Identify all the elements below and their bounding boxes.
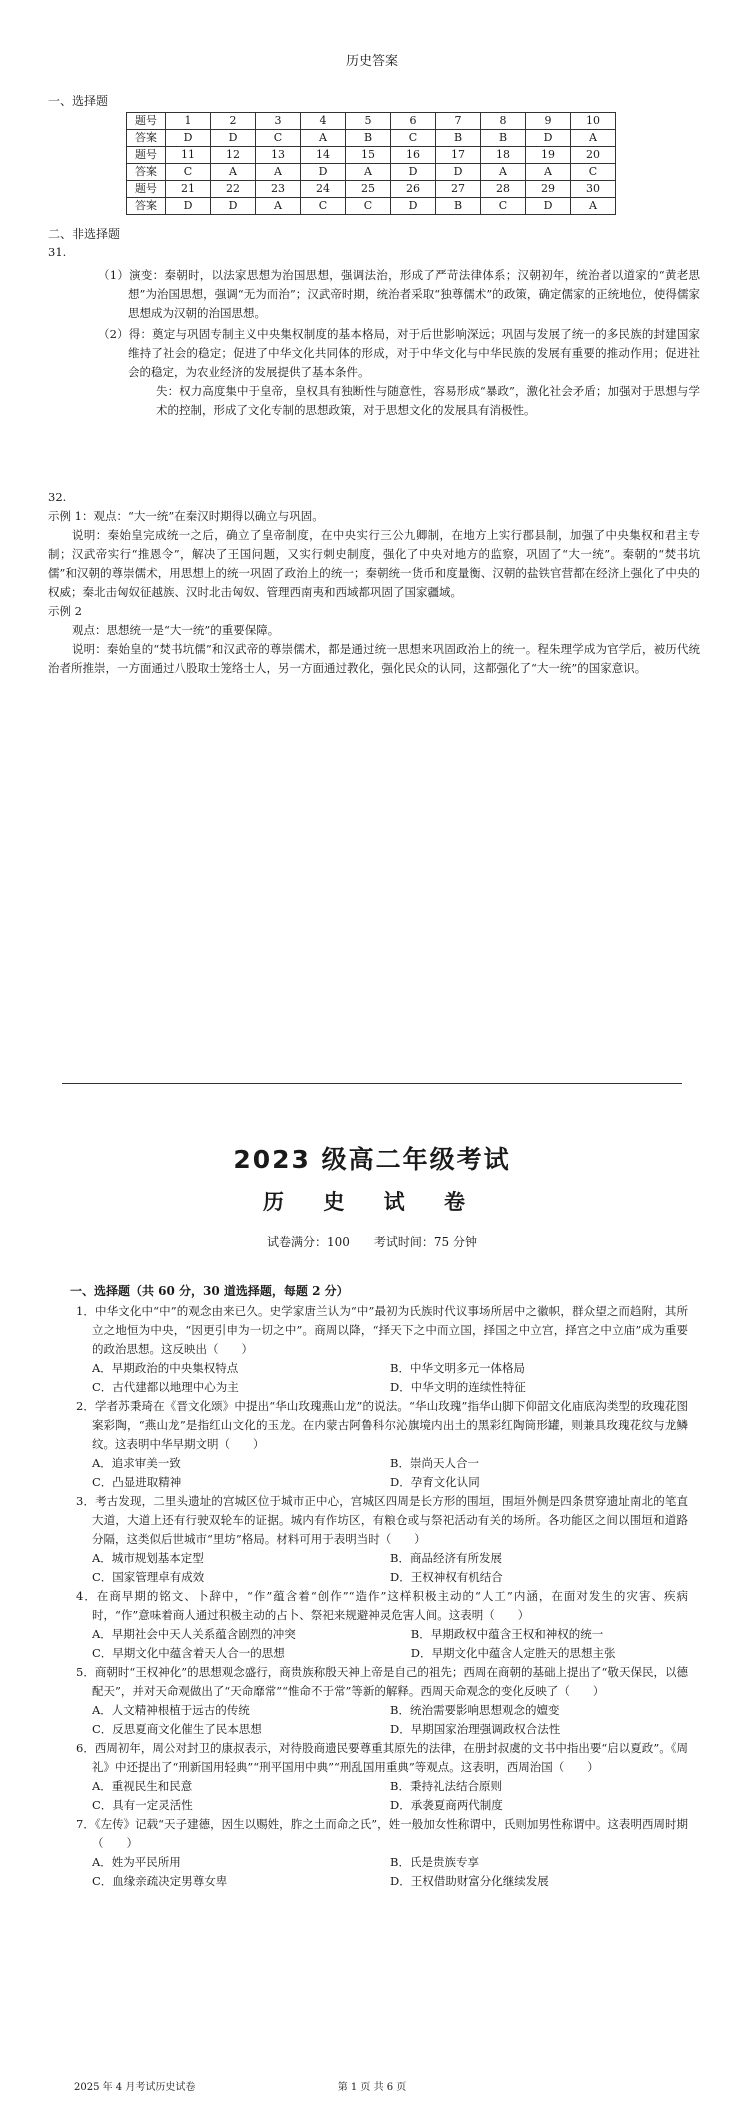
q31-part1: （1）演变：秦朝时，以法家思想为治国思想，强调法治，形成了严苛法律体系；汉朝初年，统治者以道家的“黄老思想”为治国思想，强调“无为而治”；汉武帝时期，统治者采取“独尊儒术”的政策，确定儒家的正统地位，使得儒家思想成为汉朝的治国思想。 xyxy=(98,268,700,320)
exam-title: 2023 级高二年级考试 xyxy=(233,1145,511,1174)
section-nonchoice-heading: 二、非选择题 xyxy=(48,227,121,241)
question-item xyxy=(76,1739,688,1815)
answer-table-cell: 6 xyxy=(391,113,436,130)
question-options xyxy=(76,1701,688,1739)
exam-subtitle: 历 史 试 卷 xyxy=(263,1190,481,1214)
question-option[interactable]: A．姓为平民所用 xyxy=(92,1855,181,1869)
answer-table-cell: A xyxy=(526,164,571,181)
question-option[interactable]: B．早期政权中蕴含王权和神权的统一 xyxy=(410,1627,604,1641)
question-options xyxy=(76,1625,688,1663)
answer-table-cell: 1 xyxy=(166,113,211,130)
answer-table-cell: A xyxy=(256,198,301,215)
question-option[interactable]: A．城市规划基本定型 xyxy=(92,1551,204,1565)
q31-part2: （2）得：奠定与巩固专制主义中央集权制度的基本格局，对于后世影响深远；巩固与发展了统一的多民族的封建国家维持了社会的稳定；促进了中华文化共同体的形成，对于中华文化与中华民族的发展有重要的推动作用；促进社会的稳定，为农业经济的发展提供了基本条件。 xyxy=(98,327,700,379)
question-option[interactable]: C．早期文化中蕴含着天人合一的思想 xyxy=(92,1646,285,1660)
answer-table-cell: 19 xyxy=(526,147,571,164)
answer-table-cell: D xyxy=(211,198,256,215)
question-option[interactable]: C．国家管理卓有成效 xyxy=(92,1570,205,1584)
answer-table-cell: D xyxy=(526,198,571,215)
question-options xyxy=(76,1777,688,1815)
answer-table-row xyxy=(127,113,616,130)
answer-table-cell: D xyxy=(526,130,571,147)
answer-table-cell: A xyxy=(571,198,616,215)
q32-example2-label: 示例 2 xyxy=(48,604,82,618)
question-option[interactable]: C．凸显进取精神 xyxy=(92,1475,182,1489)
answer-table-cell: D xyxy=(301,164,346,181)
question-option[interactable]: C．具有一定灵活性 xyxy=(92,1798,193,1812)
q32-example1-label: 示例 1：观点：“大一统”在秦汉时期得以确立与巩固。 xyxy=(48,509,324,523)
answer-table-row xyxy=(127,130,616,147)
answer-table-cell: 29 xyxy=(526,181,571,198)
answer-table-cell: 26 xyxy=(391,181,436,198)
answer-table-row xyxy=(127,164,616,181)
answer-table-row xyxy=(127,181,616,198)
answer-table-cell: D xyxy=(166,198,211,215)
exam-meta: 试卷满分：100 考试时间：75 分钟 xyxy=(267,1235,477,1249)
question-option[interactable]: B．中华文明多元一体格局 xyxy=(390,1361,525,1375)
q32-example1-text: 说明：秦始皇完成统一之后，确立了皇帝制度，在中央实行三公九卿制，在地方上实行郡县制，加强了中央集权和君主专制；汉武帝实行“推恩令”，解决了王国问题，又实行刺史制度，强化了中央对地方的监察，巩固了“大一统”。秦朝的“焚书坑儒”和汉朝的尊崇儒术，用思想上的统一巩固了政治上的统一；秦朝统一货币和度量衡、汉朝的盐铁官营都在经济上强化了中央的权威；秦北击匈奴征越族、汉时北击匈奴、管理西南夷和西域都巩固了国家疆域。 xyxy=(48,528,700,599)
answer-table-cell: C xyxy=(571,164,616,181)
question-option[interactable]: A．早期社会中天人关系蕴含剧烈的冲突 xyxy=(92,1627,296,1641)
answer-table-cell: 9 xyxy=(526,113,571,130)
question-options xyxy=(76,1454,688,1492)
section-choice-heading: 一、选择题 xyxy=(48,94,109,108)
answer-table-cell: 22 xyxy=(211,181,256,198)
question-item xyxy=(76,1663,688,1739)
answer-table-cell: 27 xyxy=(436,181,481,198)
answer-table-cell: 17 xyxy=(436,147,481,164)
answer-table-cell: 2 xyxy=(211,113,256,130)
answer-table-cell: A xyxy=(256,164,301,181)
answer-table-cell: 11 xyxy=(166,147,211,164)
answer-table xyxy=(126,112,616,215)
answer-table-row-label: 答案 xyxy=(127,164,166,181)
question-option[interactable]: D．孕育文化认同 xyxy=(390,1475,480,1489)
q32-example2-text: 说明：秦始皇的“焚书坑儒”和汉武帝的尊崇儒术，都是通过统一思想来巩固政治上的统一。程朱理学成为官学后，被历代统治者所推崇，一方面通过八股取士笼络士人，另一方面通过教化，强化民众的认同，这都强化了“大一统”的国家意识。 xyxy=(48,642,700,675)
answer-table-cell: A xyxy=(211,164,256,181)
answer-table-cell: 28 xyxy=(481,181,526,198)
answer-table-cell: 25 xyxy=(346,181,391,198)
question-option[interactable]: C．古代建都以地理中心为主 xyxy=(92,1380,239,1394)
question-32-answer xyxy=(48,488,700,678)
q31-part2-loss: 失：权力高度集中于皇帝，皇权具有独断性与随意性，容易形成“暴政”，激化社会矛盾；加强对于思想与学术的控制，形成了文化专制的思想政策，对于思想文化的发展具有消极性。 xyxy=(156,384,700,417)
question-option[interactable]: D．早期文化中蕴含人定胜天的思想主张 xyxy=(410,1646,616,1660)
answer-table-cell: 14 xyxy=(301,147,346,164)
answer-table-cell: 30 xyxy=(571,181,616,198)
answer-table-cell: C xyxy=(346,198,391,215)
answer-table-cell: 10 xyxy=(571,113,616,130)
answer-table-cell: B xyxy=(481,130,526,147)
question-option[interactable]: B．崇尚天人合一 xyxy=(390,1456,479,1470)
answer-table-row-label: 题号 xyxy=(127,181,166,198)
answer-table-cell: 16 xyxy=(391,147,436,164)
footer-page-number: 第 1 页 共 6 页 xyxy=(337,2082,407,2093)
answer-table-cell: 5 xyxy=(346,113,391,130)
question-item xyxy=(76,1492,688,1587)
answer-table-cell: C xyxy=(391,130,436,147)
answer-table-row-label: 题号 xyxy=(127,113,166,130)
question-item xyxy=(76,1302,688,1397)
answer-table-cell: D xyxy=(391,198,436,215)
answer-table-cell: A xyxy=(571,130,616,147)
question-stem: 6．西周初年，周公对封卫的康叔表示，对待股商遗民要尊重其原先的法律，在册封叔虞的文书中指出要“启以夏政”。《周礼》中还提出了“刑新国用轻典”“刑平国用中典”“刑乱国用重典”等观点。这表明，西周治国（ ） xyxy=(76,1741,688,1774)
question-31-number: 31. xyxy=(48,245,67,259)
question-option[interactable]: D．王权神权有机结合 xyxy=(390,1570,503,1584)
answer-table-cell: D xyxy=(436,164,481,181)
question-option[interactable]: D．中华文明的连续性特征 xyxy=(390,1380,526,1394)
answer-table-cell: C xyxy=(256,130,301,147)
choice-section-heading: 一、选择题（共 60 分，30 道选择题，每题 2 分） xyxy=(70,1284,349,1298)
footer-exam-name: 2025 年 4 月考试历史试卷 xyxy=(74,2082,196,2093)
question-stem: 3．考古发现，二里头遗址的宫城区位于城市正中心，宫城区四周是长方形的围垣，围垣外侧是四条贯穿遗址南北的笔直大道，大道上还有行驶双轮车的证据。城内有作坊区，有粮仓或与祭祀活动有关的场所。各功能区之间以围垣和道路分隔，这类似后世城市“里坊”格局。材料可用于表明当时（ ） xyxy=(76,1494,688,1546)
question-stem: 2．学者苏秉琦在《晋文化颂》中提出“华山玫瑰燕山龙”的说法。“华山玫瑰”指华山脚下仰韶文化庙底沟类型的玫瑰花图案彩陶，“燕山龙”是指红山文化的玉龙。在内蒙古阿鲁科尔沁旗境内出土的黑彩红陶筒形罐，则兼具玫瑰花纹与龙鳞纹。这表明中华早期文明（ ） xyxy=(76,1399,688,1451)
question-option[interactable]: A．人文精神根植于远古的传统 xyxy=(92,1703,250,1717)
question-option[interactable]: C．反思夏商文化催生了民本思想 xyxy=(92,1722,262,1736)
answer-table-cell: 24 xyxy=(301,181,346,198)
question-stem: 4．在商早期的铭文、卜辞中，“作”蕴含着“创作”“造作”这样积极主动的“人工”内涵，在面对发生的灾害、疾病时，“作”意味着商人通过积极主动的占卜、祭祀来规避神灵危害人间。这表明（ ） xyxy=(76,1589,688,1622)
answer-key-title: 历史答案 xyxy=(345,54,398,69)
question-option[interactable]: B．氏是贵族专享 xyxy=(390,1855,479,1869)
question-list xyxy=(76,1302,688,1891)
question-option[interactable]: D．承袭夏商两代制度 xyxy=(390,1798,503,1812)
question-option[interactable]: A．早期政治的中央集权特点 xyxy=(92,1361,239,1375)
answer-table-cell: 8 xyxy=(481,113,526,130)
answer-table-cell: 23 xyxy=(256,181,301,198)
question-option[interactable]: B．统治需要影响思想观念的嬗变 xyxy=(390,1703,560,1717)
answer-table-cell: A xyxy=(301,130,346,147)
question-31-answer xyxy=(48,243,700,420)
page-divider xyxy=(62,1083,682,1084)
answer-table-cell: A xyxy=(481,164,526,181)
question-item xyxy=(76,1397,688,1492)
answer-table-row-label: 答案 xyxy=(127,198,166,215)
question-option[interactable]: A．重视民生和民意 xyxy=(92,1779,193,1793)
answer-table-cell: C xyxy=(301,198,346,215)
answer-table-cell: A xyxy=(346,164,391,181)
answer-table-cell: B xyxy=(346,130,391,147)
answer-table-cell: B xyxy=(436,130,481,147)
question-option[interactable]: B．秉持礼法结合原则 xyxy=(390,1779,502,1793)
question-item xyxy=(76,1587,688,1663)
answer-table-cell: C xyxy=(481,198,526,215)
answer-table-cell: 12 xyxy=(211,147,256,164)
answer-table-cell: 4 xyxy=(301,113,346,130)
answer-table-cell: 20 xyxy=(571,147,616,164)
answer-table-row xyxy=(127,198,616,215)
answer-table-cell: D xyxy=(211,130,256,147)
answer-table-cell: 13 xyxy=(256,147,301,164)
question-option[interactable]: B．商品经济有所发展 xyxy=(390,1551,502,1565)
answer-table-cell: 21 xyxy=(166,181,211,198)
answer-table-cell: 18 xyxy=(481,147,526,164)
answer-table-row-label: 题号 xyxy=(127,147,166,164)
answer-table-cell: D xyxy=(166,130,211,147)
question-32-number: 32. xyxy=(48,490,67,504)
question-stem: 7．《左传》记载“天子建德，因生以赐姓，胙之土而命之氏”，姓一般加女性称谓中，氏则加男性称谓中。这表明西周时期（ ） xyxy=(76,1817,688,1850)
question-stem: 5．商朝时“王权神化”的思想观念盛行，商贵族称殷天神上帝是自己的祖先；西周在商朝的基础上提出了“敬天保民，以德配天”，并对天命观做出了“天命靡常”“惟命不于常”等新的解释。西周天命观念的变化反映了（ ） xyxy=(76,1665,688,1698)
question-item xyxy=(76,1815,688,1891)
question-stem: 1．中华文化中“中”的观念由来已久。史学家唐兰认为“中”最初为氏族时代议事场所居中之徽帜，群众望之而趋附，其所立之地恒为中央，“因更引申为一切之中”。商周以降，“择天下之中而立国，择国之中立宫，择宫之中立庙”成为重要的政治思想。这反映出（ ） xyxy=(76,1304,688,1356)
question-options xyxy=(76,1853,688,1891)
answer-table-row-label: 答案 xyxy=(127,130,166,147)
question-options xyxy=(76,1359,688,1397)
question-option[interactable]: D．王权借助财富分化继续发展 xyxy=(390,1874,549,1888)
answer-table-cell: 15 xyxy=(346,147,391,164)
q32-example2-view: 观点：思想统一是“大一统”的重要保障。 xyxy=(72,623,280,637)
answer-table-row xyxy=(127,147,616,164)
question-option[interactable]: A．追求审美一致 xyxy=(92,1456,181,1470)
answer-table-cell: D xyxy=(391,164,436,181)
question-options xyxy=(76,1549,688,1587)
answer-table-cell: C xyxy=(166,164,211,181)
question-option[interactable]: C．血缘亲疏决定男尊女卑 xyxy=(92,1874,228,1888)
question-option[interactable]: D．早期国家治理强调政权合法性 xyxy=(390,1722,561,1736)
answer-table-cell: B xyxy=(436,198,481,215)
answer-table-cell: 3 xyxy=(256,113,301,130)
answer-table-cell: 7 xyxy=(436,113,481,130)
